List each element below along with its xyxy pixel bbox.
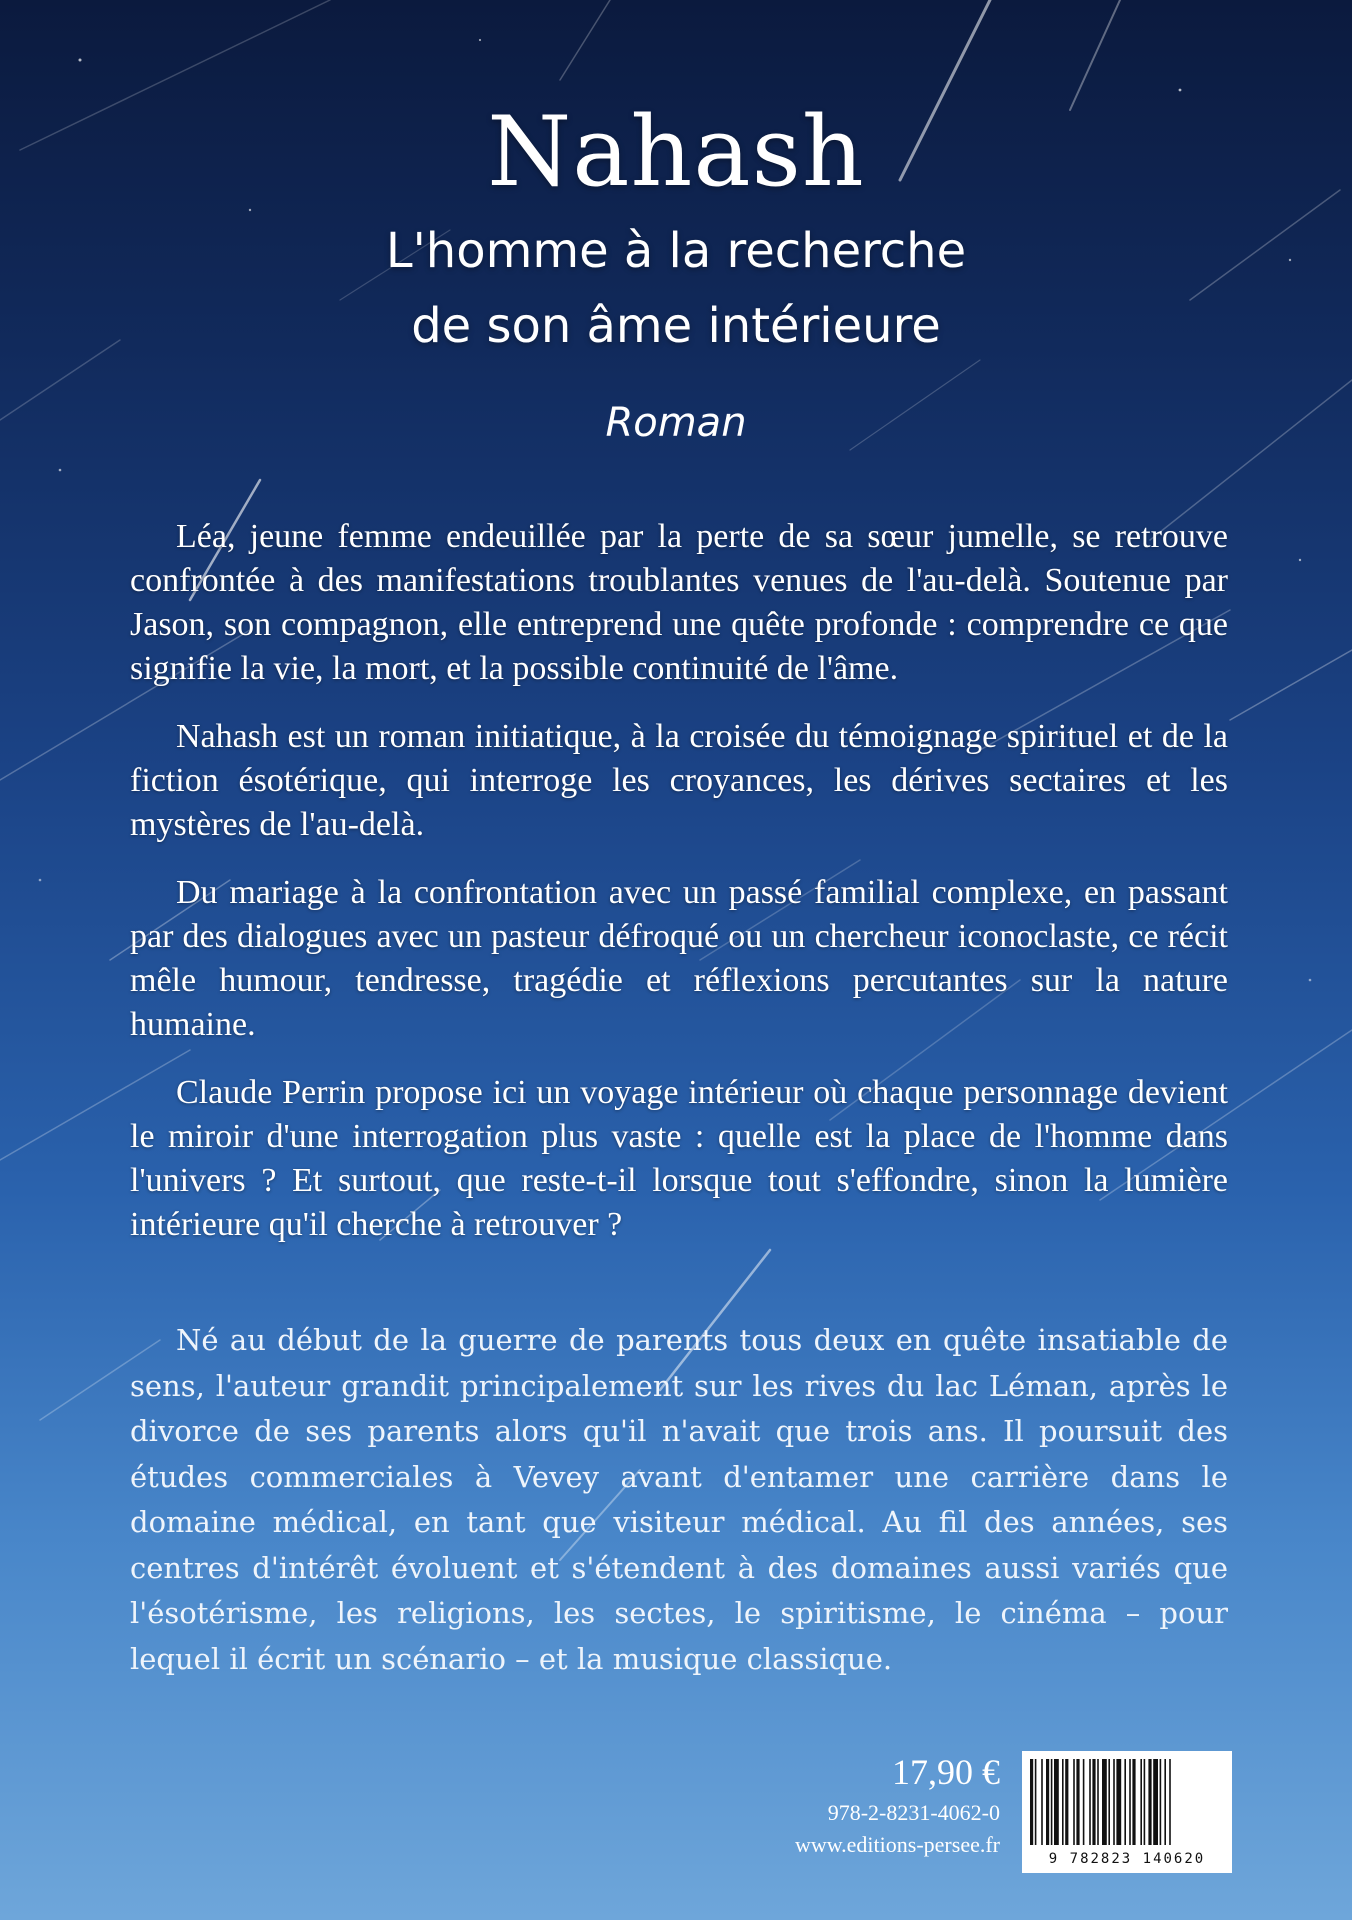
barcode-bar	[1092, 1759, 1095, 1845]
barcode-bar	[1140, 1759, 1142, 1845]
barcode-bar	[1144, 1759, 1146, 1845]
barcode-bar	[1148, 1759, 1151, 1845]
barcode-bar	[1169, 1759, 1171, 1845]
barcode-bars	[1022, 1751, 1232, 1851]
barcode-bar	[1035, 1759, 1037, 1845]
price: 17,90 €	[892, 1752, 1000, 1792]
barcode-bar	[1054, 1759, 1059, 1845]
barcode-bar	[1116, 1759, 1121, 1845]
barcode-bar	[1046, 1759, 1049, 1845]
barcode-bar	[1113, 1759, 1115, 1845]
synopsis-paragraph: Du mariage à la confrontation avec un passé familial complexe, en passant par des dialogues avec un pasteur défroqué ou un chercheur iconoclaste, ce récit mêle humour, tendresse, tragédie et réflexions percutantes sur la nature humaine.	[130, 874, 1228, 1043]
barcode-bar	[1160, 1759, 1162, 1845]
subtitle-line-1: L'homme à la recherche	[385, 223, 967, 279]
barcode-bar	[1102, 1759, 1107, 1845]
book-subtitle	[0, 214, 1352, 364]
barcode-bar	[1065, 1759, 1068, 1845]
synopsis-paragraph: Nahash est un roman initiatique, à la croisée du témoignage spirituel et de la fiction ésotérique, qui interroge les croyances, les dérives sectaires et les mystères de l'au-delà.	[130, 718, 1228, 843]
barcode-bar	[1129, 1759, 1131, 1845]
barcode-bar	[1062, 1759, 1064, 1845]
author-bio: Né au début de la guerre de parents tous deux en quête insatiable de sens, l'auteur grandit principalement sur les rives du lac Léman, après le divorce de ses parents alors qu'il n'avait que trois ans. Il poursuit des études commerciales à Vevey avant d'entamer une carrière dans le domaine médical, en tant que visiteur médical. Au fil des années, ses centres d'intérêt évoluent et s'étendent à des domaines aussi variés que l'ésotérisme, les religions, les sectes, le spiritisme, le cinéma – pour lequel il écrit un scénario – et la musique classique.	[130, 1323, 1228, 1676]
publisher-website: www.editions-persee.fr	[794, 1832, 1000, 1857]
barcode-bar	[1089, 1759, 1091, 1845]
synopsis-paragraph: Léa, jeune femme endeuillée par la perte de sa sœur jumelle, se retrouve confrontée à des manifestations troublantes venues de l'au-delà. Soutenue par Jason, son compagnon, elle entreprend une quête profonde : comprendre ce que signifie la vie, la mort, et la possible continuité de l'âme.	[130, 518, 1228, 687]
barcode-bar	[1076, 1759, 1079, 1845]
barcode-bar	[1108, 1759, 1110, 1845]
barcode-bar	[1153, 1759, 1158, 1845]
genre-label: Roman	[605, 400, 747, 446]
barcode-bar	[1083, 1759, 1085, 1845]
barcode-bar	[1097, 1759, 1099, 1845]
barcode-bar	[1073, 1759, 1075, 1845]
book-title: Nahash	[487, 96, 865, 208]
barcode-bar	[1051, 1759, 1053, 1845]
barcode-bar	[1030, 1759, 1033, 1845]
barcode-bar	[1164, 1759, 1166, 1845]
isbn: 978-2-8231-4062-0	[827, 1800, 1000, 1825]
barcode-bar	[1041, 1759, 1043, 1845]
barcode-bar	[1132, 1759, 1135, 1845]
barcode-digits: 9 782823 140620	[1048, 1851, 1206, 1867]
synopsis	[130, 515, 1228, 1271]
synopsis-paragraph: Claude Perrin propose ici un voyage intérieur où chaque personnage devient le miroir d'une interrogation plus vaste : quelle est la place de l'homme dans l'univers ? Et surtout, que reste-t-il lorsque tout s'effondre, sinon la lumière intérieure qu'il cherche à retrouver ?	[130, 1074, 1228, 1243]
barcode	[1022, 1751, 1232, 1873]
subtitle-line-2: de son âme intérieure	[411, 298, 941, 354]
barcode-bar	[1124, 1759, 1126, 1845]
